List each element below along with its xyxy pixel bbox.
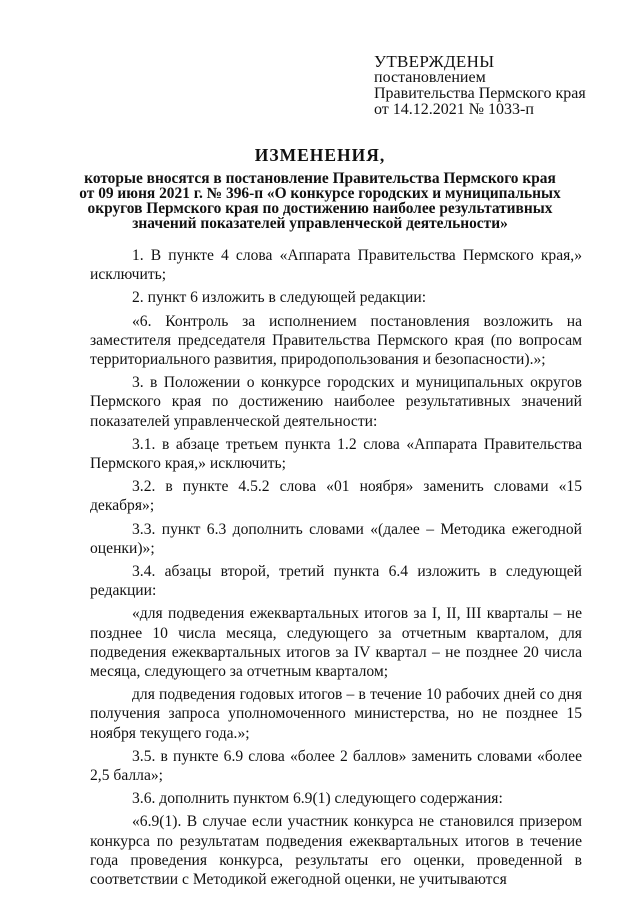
paragraph: 1. В пункте 4 слова «Аппарата Правительства Пермского края,» исключить; (90, 247, 582, 284)
title-line-3: округов Пермского края по достижению наиболее результативных (87, 200, 553, 217)
paragraph: 3. в Положении о конкурсе городских и муниципальных округов Пермского края по достижению наиболее результативных значений показателей управленческой деятельности: (90, 374, 582, 430)
approval-line-3: от 14.12.2021 № 1033-п (374, 101, 534, 118)
approval-stamp (374, 54, 586, 118)
paragraph: 3.3. пункт 6.3 дополнить словами «(далее – Методика ежегодной оценки)»; (90, 520, 582, 557)
paragraph: 3.5. в пункте 6.9 слова «более 2 баллов» заменить словами «более 2,5 балла»; (90, 747, 582, 785)
title-line-1: которые вносятся в постановление Правительства Пермского края (84, 170, 556, 187)
title-line-2: от 09 июня 2021 г. № 396-п «О конкурсе городских и муниципальных (79, 185, 561, 202)
paragraph: 3.1. в абзаце третьем пункта 1.2 слова «Аппарата Правительства Пермского края,» исключить; (90, 435, 582, 473)
paragraph: «для подведения ежеквартальных итогов за I, II, III кварталы – не позднее 10 числа месяца, следующего за отчетным кварталом, для подведения ежеквартальных итогов за IV квартал – не позднее 20 числа месяца, следующего за отчетным кварталом; (90, 605, 582, 681)
paragraph: для подведения годовых итогов – в течение 10 рабочих дней со дня получения запроса уполномоченного министерства, но не позднее 15 ноября текущего года.»; (90, 686, 582, 742)
title-line-4: значений показателей управленческой деятельности» (132, 215, 508, 232)
paragraph: «6. Контроль за исполнением постановления возложить на заместителя председателя Правительства Пермского края (по вопросам территориального развития, природопользования и безопасности).»; (90, 312, 582, 369)
approval-heading: УТВЕРЖДЕНЫ (374, 52, 495, 71)
paragraph: 2. пункт 6 изложить в следующей редакции: (132, 289, 427, 307)
approval-line-2: Правительства Пермского края (374, 85, 586, 102)
paragraph: 3.2. в пункте 4.5.2 слова «01 ноября» заменить словами «15 декабря»; (90, 478, 582, 515)
paragraph: 3.6. дополнить пунктом 6.9(1) следующего содержания: (132, 790, 503, 808)
paragraph: 3.4. абзацы второй, третий пункта 6.4 изложить в следующей редакции: (90, 563, 582, 600)
approval-line-1: постановлением (374, 69, 486, 86)
document-body (90, 246, 582, 893)
paragraph: «6.9(1). В случае если участник конкурса не становился призером конкурса по результатам подведения ежеквартальных итогов в течение года проведения конкурса, результаты его оценки, проведенной в соответствии с Методикой ежегодной оценки, не учитываются (90, 813, 582, 889)
document-title (78, 145, 562, 232)
title-main: ИЗМЕНЕНИЯ, (254, 145, 386, 165)
